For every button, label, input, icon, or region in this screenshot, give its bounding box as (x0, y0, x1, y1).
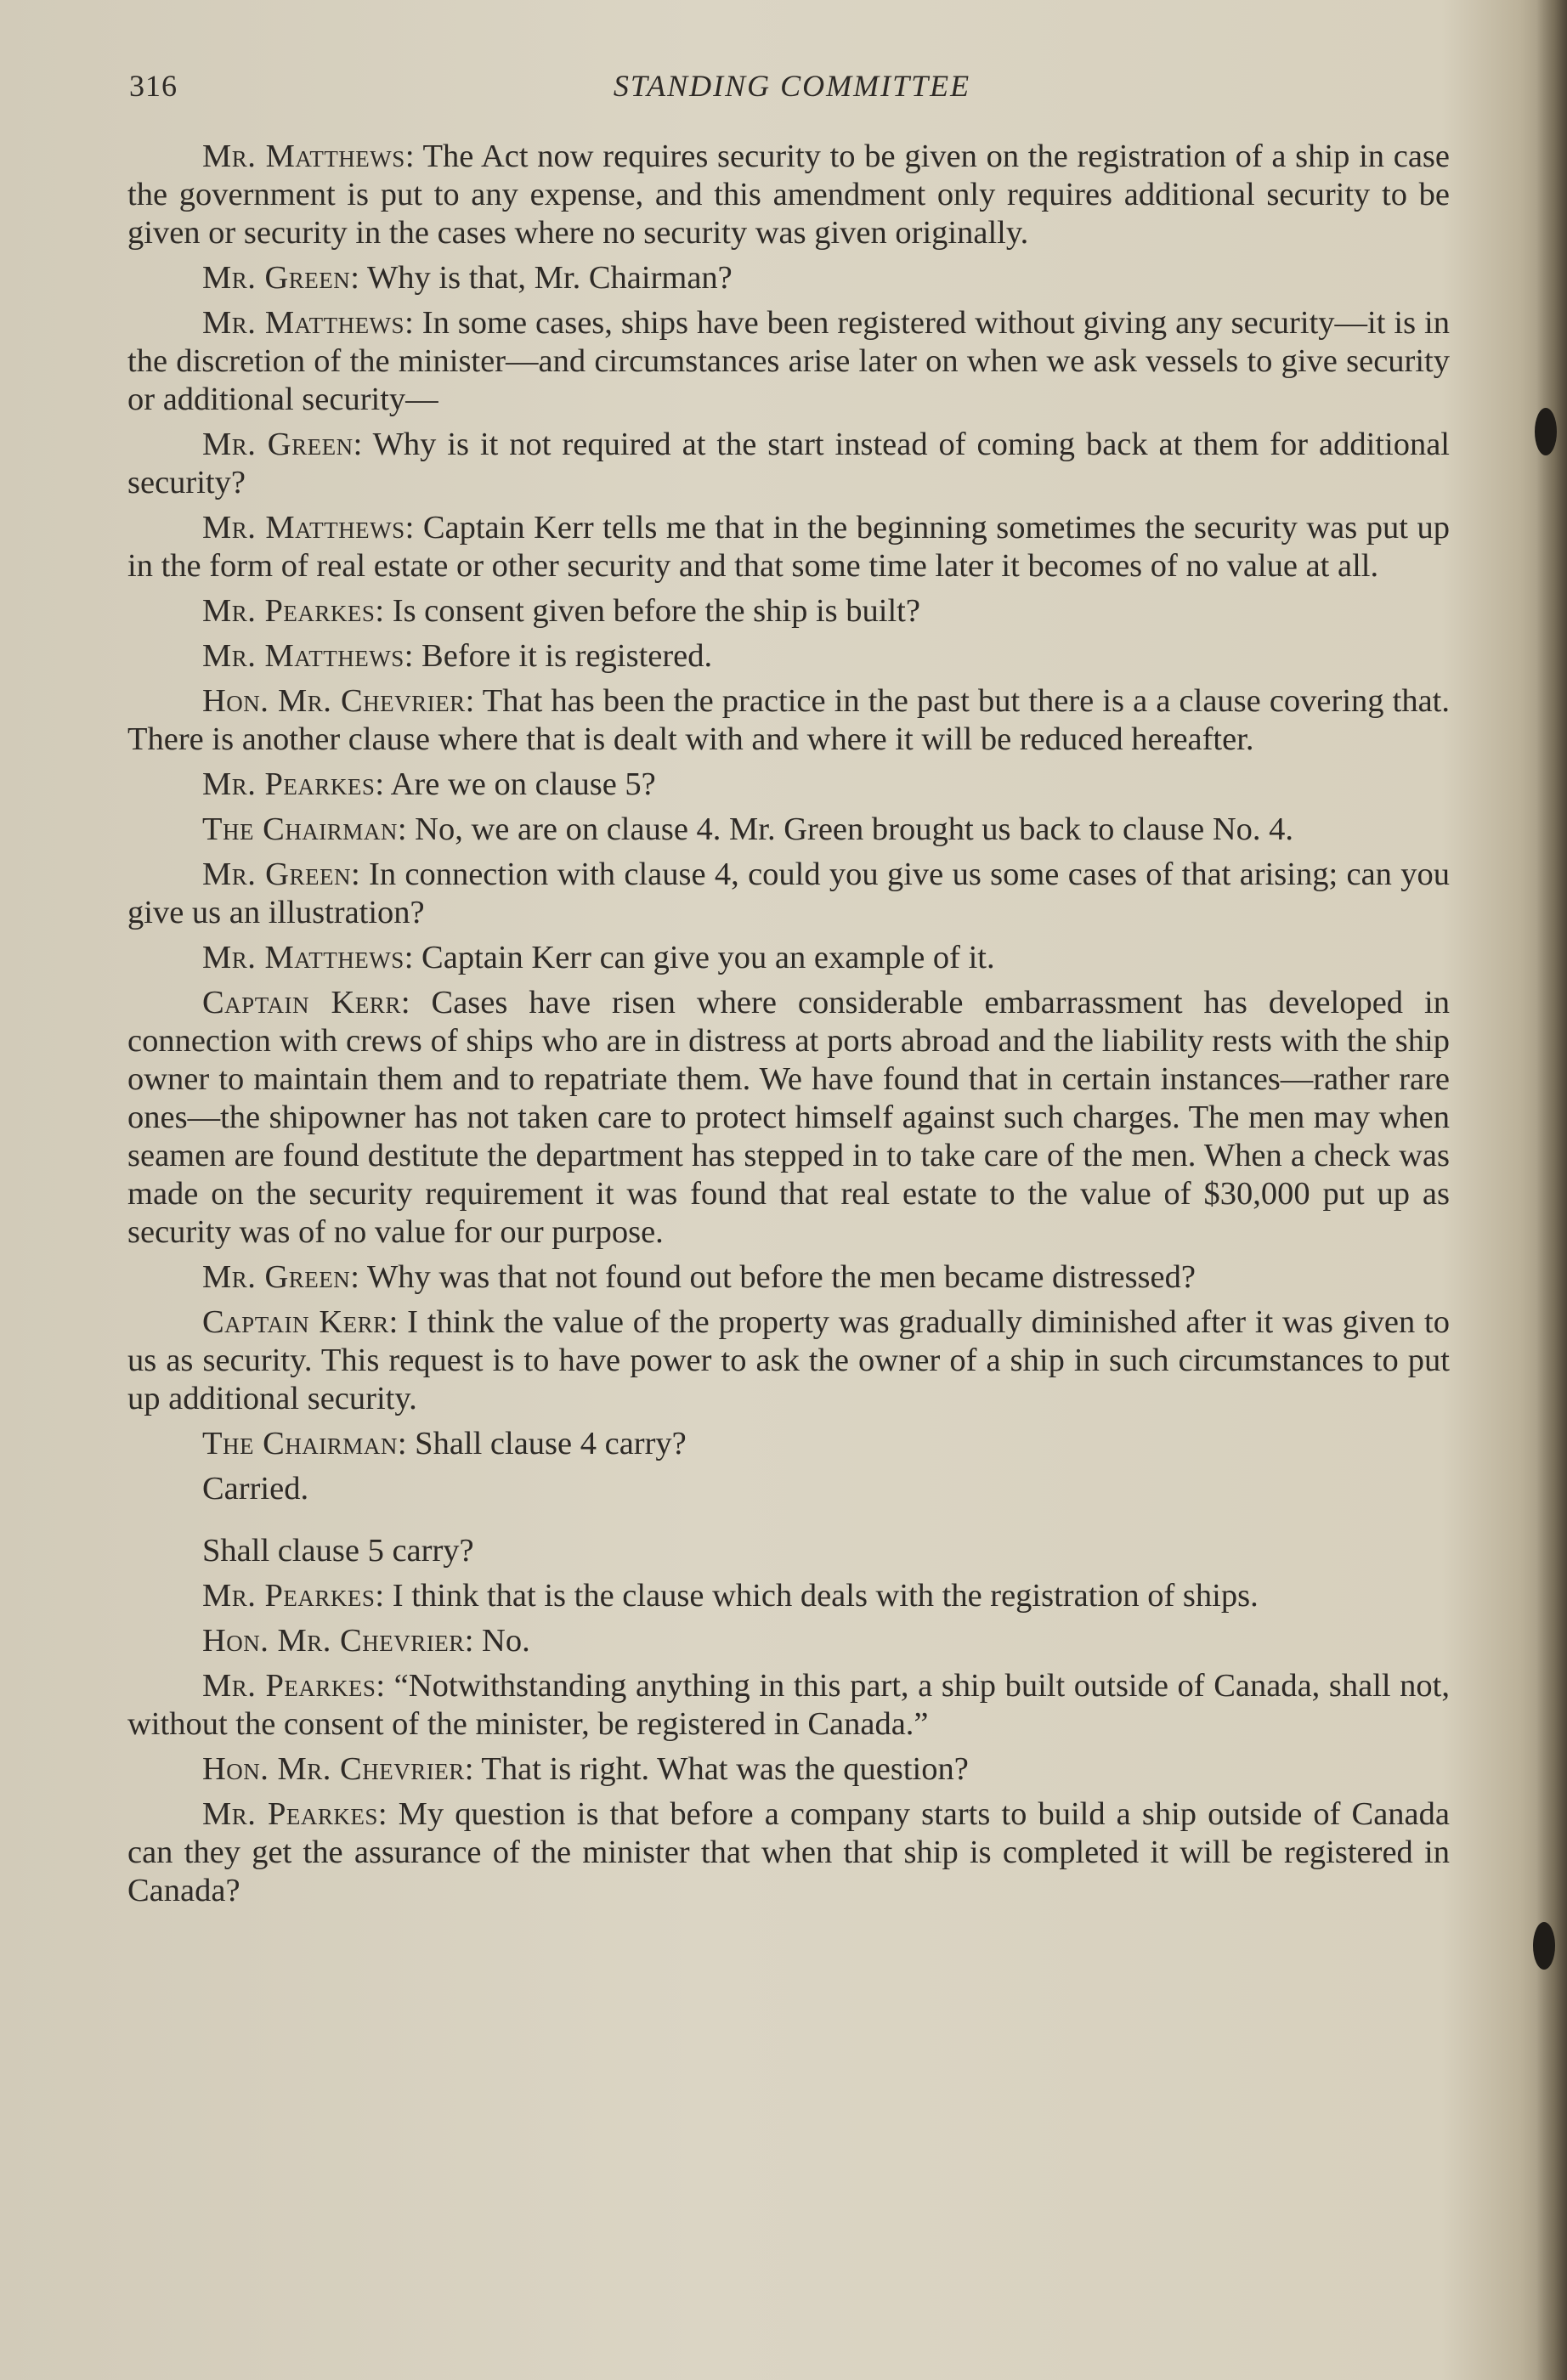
paragraph-text: Are we on clause 5? (390, 766, 656, 802)
running-head: STANDING COMMITTEE (613, 69, 971, 103)
paragraph-text: I think that is the clause which deals with the registration of ships. (392, 1578, 1259, 1614)
transcript-paragraph (127, 259, 1450, 297)
paragraph-text: That has been the practice in the past but there is a a clause covering that. There is another clause where that is dealt with and where it will be reduced hereafter. (127, 683, 1450, 757)
binding-hole (1533, 1922, 1555, 1970)
speaker-separator: : (464, 1623, 483, 1659)
speaker-name: Mr. Pearkes (202, 1796, 378, 1832)
speaker-name: Hon. Mr. Chevrier (202, 683, 466, 719)
paragraph-text: Before it is registered. (421, 638, 713, 674)
paragraph-text: In some cases, ships have been registered without giving any security—it is in the discretion of the minister—and circumstances arise later on when we ask vessels to give security or additional security— (127, 305, 1450, 417)
speaker-separator: : (464, 1751, 482, 1787)
speaker-separator: : (350, 260, 367, 296)
paragraph-text: No. (482, 1623, 530, 1659)
paragraph-text: Shall clause 4 carry? (415, 1426, 687, 1461)
speaker-name: Mr. Pearkes (202, 1578, 376, 1614)
transcript-paragraph (127, 856, 1450, 932)
speaker-name: Mr. Matthews (202, 940, 404, 975)
paragraph-text: Why is that, Mr. Chairman? (366, 260, 733, 296)
page-header (129, 68, 1455, 119)
paragraph-text: That is right. What was the question? (481, 1751, 969, 1787)
paragraph-text: Captain Kerr tells me that in the beginning sometimes the security was put up in the form of real estate or other security and that some time later it becomes of no value at all. (127, 510, 1450, 584)
speaker-separator: : (375, 593, 393, 629)
speaker-separator: : (397, 1426, 416, 1461)
speaker-name: Captain Kerr (202, 1304, 389, 1340)
paragraph-text: Cases have risen where considerable embarrassment has developed in connection with crews of ships who are in distress at ports abroad and the liability rests with the ship owner to maintain them and to repatriate them. We have found that in certain instances—rather rare ones—the shipowner has not taken care to protect himself against such charges. The men may when seamen are found destitute the department has stepped in to take care of the men. When a check was made on the security requirement it was found that real estate to the value of $30,000 put up as security was of no value for our purpose. (127, 985, 1450, 1250)
transcript-paragraph (127, 766, 1450, 804)
speaker-separator: : (377, 1796, 399, 1832)
paragraph-text: In connection with clause 4, could you give us some cases of that arising; can you give us an illustration? (127, 856, 1450, 930)
speaker-name: Mr. Matthews (202, 305, 405, 341)
speaker-separator: : (350, 1259, 367, 1295)
paragraph-text: The Act now requires security to be given on the registration of a ship in case the government is put to any expense, and this amendment only requires additional security to be given or security in the cases where no security was given originally. (127, 139, 1450, 251)
speaker-separator: : (404, 940, 422, 975)
speaker-separator: : (376, 1668, 394, 1704)
speaker-separator: : (404, 510, 423, 546)
paragraph-text: Shall clause 5 carry? (202, 1533, 474, 1569)
transcript-paragraph (127, 426, 1450, 502)
speaker-name: The Chairman (202, 811, 398, 847)
transcript-paragraph (127, 1425, 1450, 1463)
transcript-paragraph (127, 637, 1450, 676)
speaker-separator: : (465, 683, 483, 719)
transcript-paragraph (127, 1258, 1450, 1297)
speaker-name: Mr. Pearkes (202, 1668, 376, 1704)
speaker-separator: : (400, 985, 432, 1020)
paragraph-text: Why was that not found out before the men became distressed? (366, 1259, 1196, 1295)
paragraph-text: “Notwithstanding anything in this part, a ship built outside of Canada, shall not, without the consent of the minister, be registered in Canada.” (127, 1668, 1450, 1742)
paragraph-text: No, we are on clause 4. Mr. Green brought us back to clause No. 4. (415, 811, 1294, 847)
speaker-name: Hon. Mr. Chevrier (202, 1751, 465, 1787)
transcript-paragraph (127, 1303, 1450, 1418)
speaker-name: Mr. Green (202, 856, 351, 892)
speaker-name: Mr. Matthews (202, 638, 404, 674)
transcript-paragraph (127, 1622, 1450, 1660)
speaker-name: Mr. Green (202, 427, 354, 462)
transcript-paragraph (127, 1750, 1450, 1789)
speaker-separator: : (388, 1304, 408, 1340)
transcript-paragraph (127, 592, 1450, 630)
paragraph-text: My question is that before a company starts to build a ship outside of Canada can they get the assurance of the minister that when that ship is completed it will be registered in Canada? (127, 1796, 1450, 1908)
transcript-paragraph (127, 304, 1450, 419)
transcript-body (127, 138, 1450, 1917)
page-edge-shadow (1536, 0, 1567, 2380)
speaker-name: Captain Kerr (202, 985, 401, 1020)
transcript-paragraph (127, 939, 1450, 977)
speaker-name: The Chairman (202, 1426, 398, 1461)
speaker-name: Mr. Matthews (202, 510, 405, 546)
paragraph-text: Why is it not required at the start instead of coming back at them for additional security? (127, 427, 1450, 500)
speaker-name: Mr. Pearkes (202, 593, 376, 629)
transcript-paragraph (127, 509, 1450, 585)
paragraph-text: Is consent given before the ship is built? (392, 593, 920, 629)
paragraph-text: Carried. (202, 1471, 309, 1507)
speaker-separator: : (404, 139, 423, 174)
speaker-separator: : (375, 1578, 393, 1614)
speaker-separator: : (404, 305, 422, 341)
binding-hole (1535, 408, 1557, 455)
speaker-separator: : (404, 638, 422, 674)
paragraph-text: Captain Kerr can give you an example of it. (421, 940, 995, 975)
paragraph-text: I think the value of the property was gradually diminished after it was given to us as security. This request is to have power to ask the owner of a ship in such circumstances to put up additional security. (127, 1304, 1451, 1416)
speaker-name: Mr. Pearkes (202, 766, 376, 802)
transcript-paragraph (127, 1795, 1450, 1910)
speaker-name: Hon. Mr. Chevrier (202, 1623, 465, 1659)
speaker-name: Mr. Green (202, 1259, 351, 1295)
transcript-paragraph (127, 1470, 1450, 1508)
speaker-separator: : (350, 856, 369, 892)
page-number: 316 (129, 69, 178, 103)
transcript-paragraph (127, 682, 1450, 759)
speaker-name: Mr. Matthews (202, 139, 405, 174)
transcript-paragraph (127, 1532, 1450, 1570)
transcript-paragraph (127, 1667, 1450, 1744)
speaker-name: Mr. Green (202, 260, 351, 296)
transcript-paragraph (127, 811, 1450, 849)
transcript-paragraph (127, 138, 1450, 252)
transcript-paragraph (127, 984, 1450, 1252)
speaker-separator: : (375, 766, 391, 802)
transcript-paragraph (127, 1577, 1450, 1615)
speaker-separator: : (353, 427, 373, 462)
speaker-separator: : (397, 811, 416, 847)
